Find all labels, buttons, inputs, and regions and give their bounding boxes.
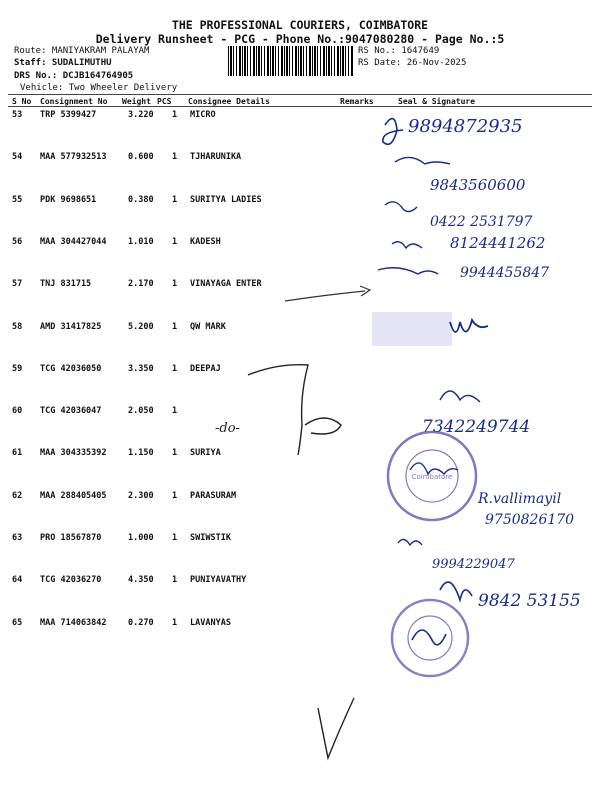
row-weight: 1.010 (128, 236, 154, 247)
row-pcs: 1 (172, 617, 178, 628)
row-pcs: 1 (172, 363, 178, 374)
hand-note: 9750826170 (485, 512, 575, 528)
row-consignee: MICRO (190, 110, 216, 120)
row-consignment: PRO 18567870 (40, 533, 102, 543)
route: Route: MANIYAKRAM PALAYAM (14, 46, 150, 56)
col-pcs: PCS (157, 97, 172, 106)
signature-mark (410, 463, 458, 474)
table-row (0, 406, 600, 422)
company-stamp (388, 432, 476, 520)
row-pcs: 1 (172, 321, 178, 332)
row-pcs: 1 (172, 279, 178, 290)
row-consignee: SURITYA LADIES (190, 194, 262, 205)
stamp-text: Coimbatore (411, 473, 453, 481)
divider (8, 106, 592, 107)
rs-date: RS Date: 26-Nov-2025 (358, 58, 467, 68)
row-consignee: PARASURAM (190, 490, 237, 501)
table-row (0, 279, 600, 295)
row-consignee: SWIWSTIK (190, 533, 231, 543)
row-pcs: 1 (172, 236, 178, 247)
row-consignee: SURIYA (190, 448, 221, 459)
table-row (0, 195, 600, 211)
row-consignee: PUNIYAVATHY (190, 575, 247, 586)
row-sno: 53 (12, 110, 23, 120)
row-consignee: QW MARK (190, 321, 226, 332)
row-consignee: TJHARUNIKA (190, 152, 242, 163)
row-pcs: 1 (172, 490, 178, 501)
row-consignment: MAA 304335392 (40, 448, 107, 459)
row-weight: 2.170 (128, 279, 154, 290)
row-weight: 0.270 (128, 617, 154, 628)
col-seal: Seal & Signature (398, 97, 476, 106)
tick-mark (318, 698, 354, 758)
table-row (0, 618, 600, 634)
signature-mark (440, 391, 480, 402)
hand-note: 9894872935 (408, 116, 523, 137)
row-consignee: LAVANYAS (190, 617, 231, 628)
row-consignment: PDK 9698651 (40, 194, 97, 205)
signature-mark (378, 268, 438, 274)
row-sno: 58 (12, 321, 23, 332)
rs-number: RS No.: 1647649 (358, 46, 440, 56)
row-sno: 57 (12, 279, 23, 290)
row-pcs: 1 (172, 110, 178, 120)
row-weight: 3.350 (128, 363, 154, 374)
table-row (0, 364, 600, 380)
page-subtitle: Delivery Runsheet - PCG - Phone No.:9047080280 - Page No.:5 (95, 32, 505, 46)
row-sno: 65 (12, 617, 23, 628)
row-pcs: 1 (172, 575, 178, 586)
table-row (0, 575, 600, 591)
row-consignment: TRP 5399427 (40, 110, 97, 120)
table-row (0, 322, 600, 338)
row-sno: 64 (12, 575, 23, 586)
staff: Staff: SUDALIMUTHU (14, 58, 112, 68)
row-consignment: TNJ 831715 (40, 279, 92, 290)
row-weight: 2.300 (128, 490, 154, 501)
table-row (0, 491, 600, 507)
hand-note: 0422 2531797 (430, 214, 533, 230)
table-row (0, 448, 600, 464)
barcode (228, 46, 354, 76)
drs-number: DRS No.: DCJB164764905 (14, 71, 134, 81)
row-consignee: DEEPAJ (190, 363, 221, 374)
row-pcs: 1 (172, 448, 178, 459)
row-sno: 56 (12, 236, 23, 247)
col-sno: S No (12, 97, 32, 106)
table-row (0, 110, 600, 126)
hand-note: 9843560600 (430, 176, 526, 194)
row-consignment: MAA 577932513 (40, 152, 107, 163)
row-consignment: MAA 714063842 (40, 617, 107, 628)
row-sno: 55 (12, 194, 23, 205)
row-weight: 1.000 (128, 533, 154, 543)
divider (8, 94, 592, 95)
row-consignment: MAA 304427044 (40, 236, 107, 247)
row-weight: 3.220 (128, 110, 154, 120)
hand-note: 8124441262 (450, 234, 546, 252)
table-row (0, 533, 600, 549)
col-consignment: Consignment No (40, 97, 108, 106)
col-remarks: Remarks (340, 97, 374, 106)
row-weight: 2.050 (128, 406, 154, 417)
page-title: THE PROFESSIONAL COURIERS, COIMBATORE (171, 18, 429, 32)
row-consignee: VINAYAGA ENTER (190, 279, 262, 290)
row-consignment: TCG 42036047 (40, 406, 102, 417)
row-consignment: MAA 288405405 (40, 490, 107, 501)
consignee-stamp (392, 600, 468, 676)
ditto-note: -do- (215, 421, 240, 436)
row-sno: 63 (12, 533, 23, 543)
row-pcs: 1 (172, 194, 178, 205)
table-row (0, 237, 600, 253)
hand-note: 9944455847 (460, 265, 550, 281)
table-row (0, 152, 600, 168)
row-consignment: TCG 42036050 (40, 363, 102, 374)
col-consignee: Consignee Details (188, 97, 270, 106)
row-sno: 54 (12, 152, 23, 163)
row-consignee: KADESH (190, 236, 221, 247)
col-weight: Weight (122, 97, 151, 106)
row-sno: 62 (12, 490, 23, 501)
row-pcs: 1 (172, 152, 178, 163)
row-weight: 1.150 (128, 448, 154, 459)
hand-note: 9994229047 (432, 557, 515, 572)
hand-note: 9842 53155 (478, 591, 581, 611)
row-weight: 0.380 (128, 194, 154, 205)
row-pcs: 1 (172, 533, 178, 543)
row-weight: 0.600 (128, 152, 154, 163)
row-consignment: TCG 42036270 (40, 575, 102, 586)
row-pcs: 1 (172, 406, 178, 417)
row-consignment: AMD 31417825 (40, 321, 102, 332)
row-sno: 61 (12, 448, 23, 459)
hand-note: R.vallimayil (478, 491, 562, 507)
row-sno: 59 (12, 363, 23, 374)
row-sno: 60 (12, 406, 23, 417)
vehicle: Vehicle: Two Wheeler Delivery (20, 83, 178, 93)
row-weight: 4.350 (128, 575, 154, 586)
row-weight: 5.200 (128, 321, 154, 332)
hand-note: 7342249744 (422, 417, 531, 437)
